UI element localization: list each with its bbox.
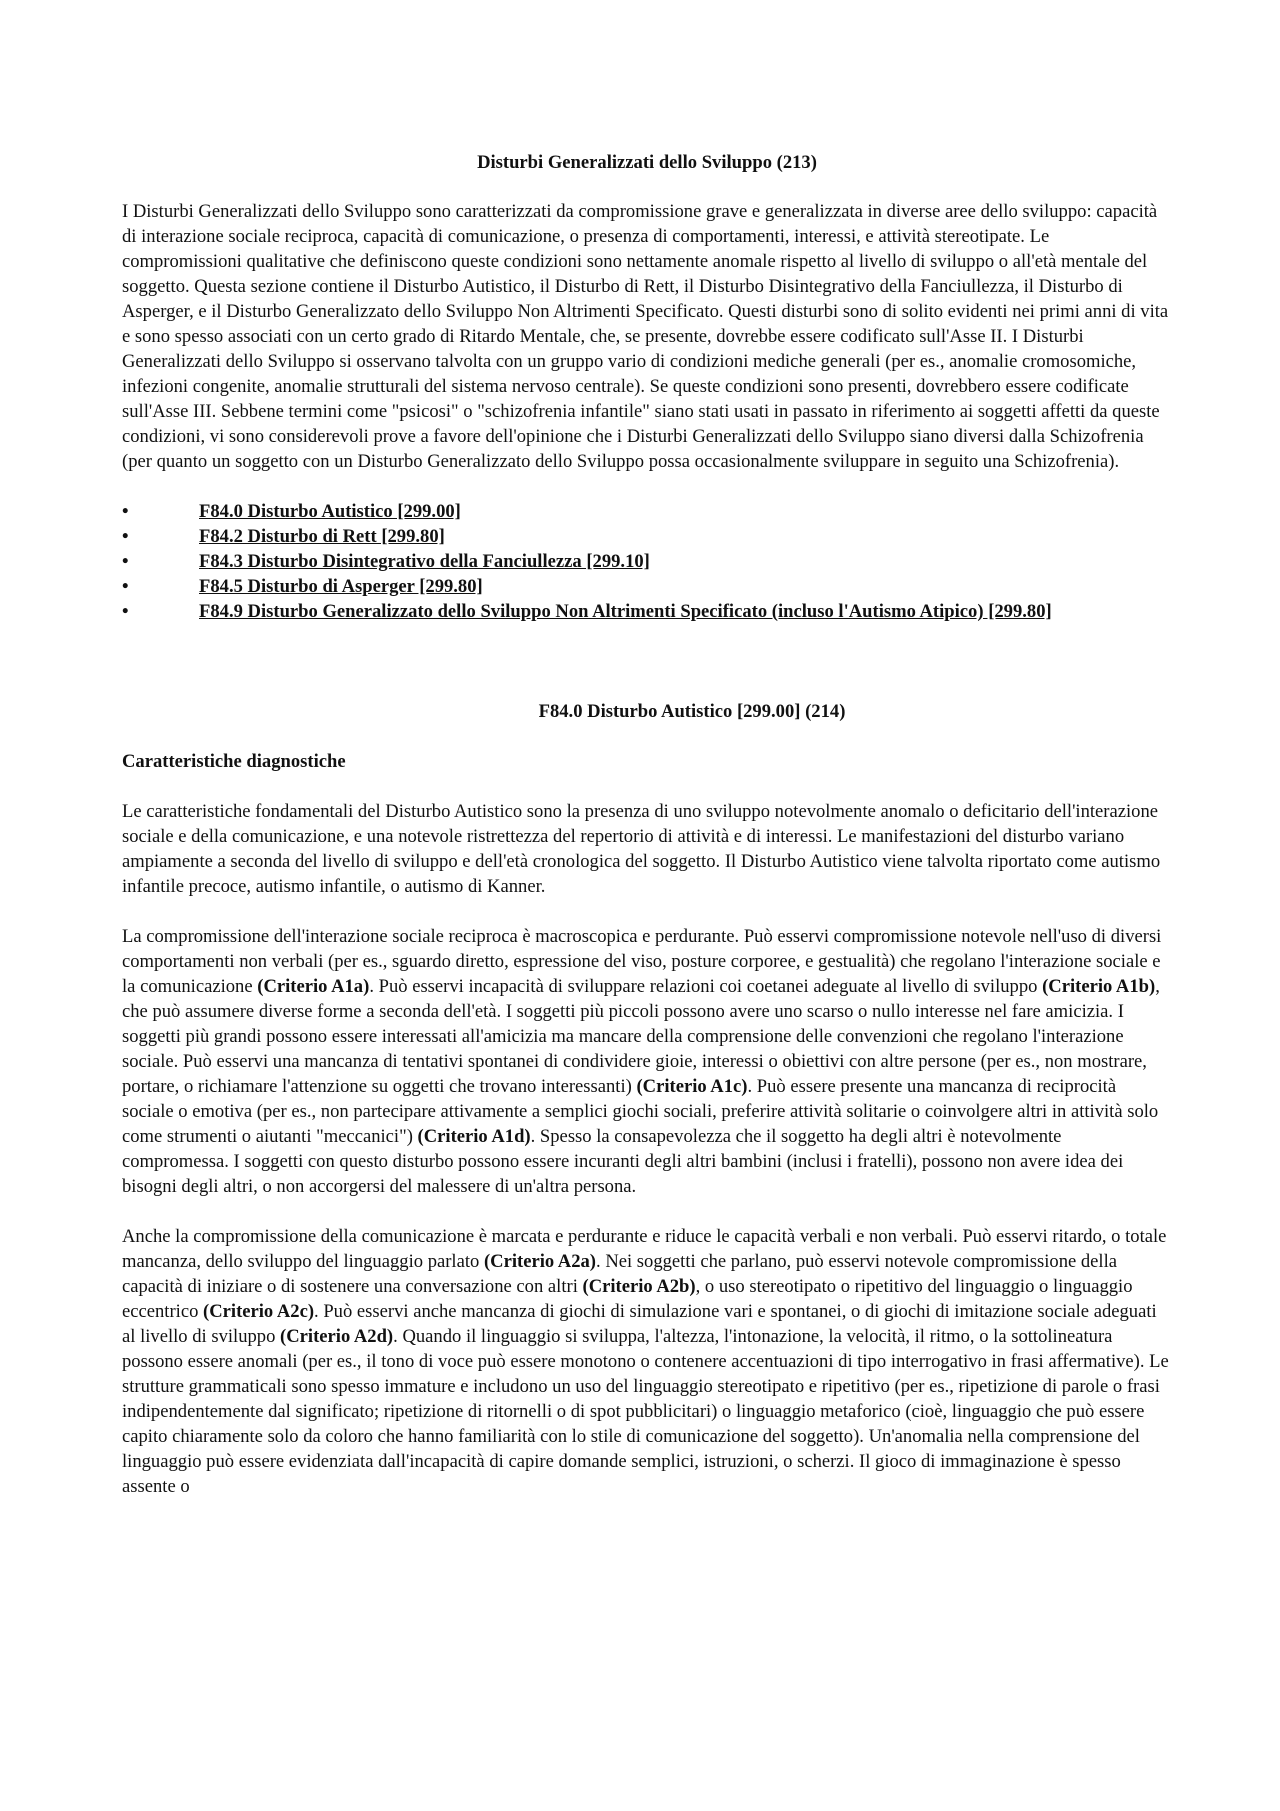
criterion-a2a: (Criterio A2a) (483, 1251, 597, 1272)
document-page (122, 150, 1172, 1499)
criterion-a1c: (Criterio A1c) (636, 1076, 748, 1097)
criterion-a2d: (Criterio A2d) (280, 1326, 394, 1347)
intro-paragraph: I Disturbi Generalizzati dello Sviluppo sono caratterizzati da compromissione grave e generalizzata in diverse aree dello sviluppo: capacità di interazione sociale reciproca, capacità di comunicazione, o presenza di comportamenti, interessi, e attività stereotipate. Le compromissioni qualitative che definiscono queste condizioni sono nettamente anomale rispetto al livello di sviluppo o all'età mentale del soggetto. Questa sezione contiene il Disturbo Autistico, il Disturbo di Rett, il Disturbo Disintegrativo della Fanciullezza, il Disturbo di Asperger, e il Disturbo Generalizzato dello Sviluppo Non Altrimenti Specificato. Questi disturbi sono di solito evidenti nei primi anni di vita e sono spesso associati con un certo grado di Ritardo Mentale, che, se presente, dovrebbe essere codificato sull'Asse II. I Disturbi Generalizzati dello Sviluppo si osservano talvolta con un gruppo vario di condizioni mediche generali (per es., anomalie cromosomiche, infezioni congenite, anomalie strutturali del sistema nervoso centrale). Se queste condizioni sono presenti, dovrebbero essere codificate sull'Asse III. Sebbene termini come "psicosi" o "schizofrenia infantile" siano stati usati in passato in riferimento ai soggetti affetti da queste condizioni, vi sono considerevoli prove a favore dell'opinione che i Disturbi Generalizzati dello Sviluppo siano diversi dalla Schizofrenia (per quanto un soggetto con un Disturbo Generalizzato dello Sviluppo possa occasionalmente sviluppare in seguito una Schizofrenia). (122, 201, 1169, 472)
toc-bullet: • (122, 601, 129, 622)
section-title: F84.0 Disturbo Autistico [299.00] (214) (538, 701, 846, 722)
criterion-a1b: (Criterio A1b) (1042, 976, 1156, 997)
toc-link-asperger[interactable]: • F84.5 Disturbo di Asperger [299.80] (122, 576, 483, 597)
paragraph-1: Le caratteristiche fondamentali del Disturbo Autistico sono la presenza di uno sviluppo notevolmente anomalo o deficitario dell'interazione sociale e della comunicazione, e una notevole ristrettezza del repertorio di attività e di interessi. Le manifestazioni del disturbo variano ampiamente a seconda del livello di sviluppo e dell'età cronologica del soggetto. Il Disturbo Autistico viene talvolta riportato come autismo infantile precoce, autismo infantile, o autismo di Kanner. (122, 801, 1161, 897)
table-of-contents (122, 499, 1172, 624)
toc-bullet: • (122, 526, 129, 547)
toc-link-autistico[interactable]: • F84.0 Disturbo Autistico [299.00] (122, 501, 461, 522)
document-title: Disturbi Generalizzati dello Sviluppo (213) (477, 152, 817, 173)
paragraph-3: Anche la compromissione della comunicazione è marcata e perdurante e riduce le capacità verbali e non verbali. Può esservi ritardo, o totale mancanza, dello sviluppo del linguaggio parlato (Criterio A2a). Nei soggetti che parlano, può esservi notevole compromissione della capacità di iniziare o di sostenere una conversazione con altri (Criterio A2b), o uso stereotipato o ripetitivo del linguaggio o linguaggio eccentrico (Criterio A2c). Può esservi anche mancanza di giochi di simulazione vari e spontanei, o di giochi di imitazione sociale adeguati al livello di sviluppo (Criterio A2d). Quando il linguaggio si sviluppa, l'altezza, l'intonazione, la velocità, il ritmo, o la sottolineatura possono essere anomali (per es., il tono di voce può essere monotono o contenere accentuazioni di tipo interrogativo in frasi affermative). Le strutture grammaticali sono spesso immature e includono un uso del linguaggio stereotipato e ripetitivo (per es., ripetizione di parole o frasi indipendentemente dal significato; ripetizione di ritornelli o di spot pubblicitari) o linguaggio metaforico (cioè, linguaggio che può essere capito chiaramente solo da coloro che hanno familiarità con lo stile di comunicazione del soggetto). Un'anomalia nella comprensione del linguaggio può essere evidenziata dall'incapacità di capire domande semplici, istruzioni, o scherzi. Il gioco di immaginazione è spesso assente o (122, 1226, 1169, 1497)
subheading: Caratteristiche diagnostiche (122, 751, 346, 772)
toc-link-rett[interactable]: • F84.2 Disturbo di Rett [299.80] (122, 526, 445, 547)
criterion-a1a: (Criterio A1a) (257, 976, 370, 997)
toc-bullet: • (122, 576, 129, 597)
criterion-a1d: (Criterio A1d) (417, 1126, 531, 1147)
toc-link-disintegrativo[interactable]: • F84.3 Disturbo Disintegrativo della Fanciullezza [299.10] (122, 551, 650, 572)
criterion-a2b: (Criterio A2b) (582, 1276, 696, 1297)
paragraph-2: La compromissione dell'interazione sociale reciproca è macroscopica e perdurante. Può esservi compromissione notevole nell'uso di diversi comportamenti non verbali (per es., sguardo diretto, espressione del viso, posture corporee, e gestualità) che regolano l'interazione sociale e la comunicazione (Criterio A1a). Può esservi incapacità di sviluppare relazioni coi coetanei adeguate al livello di sviluppo (Criterio A1b), che può assumere diverse forme a seconda dell'età. I soggetti più piccoli possono avere uno scarso o nullo interesse nel fare amicizia. I soggetti più grandi possono essere interessati all'amicizia ma mancare della comprensione delle convenzioni che regolano l'interazione sociale. Può esservi una mancanza di tentativi spontanei di condividere gioie, interessi o obiettivi con altre persone (per es., non mostrare, portare, o richiamare l'attenzione su oggetti che trovano interessanti) (Criterio A1c). Può essere presente una mancanza di reciprocità sociale o emotiva (per es., non partecipare attivamente a semplici giochi sociali, preferire attività solitarie o coinvolgere altri in attività solo come strumenti o aiutanti "meccanici") (Criterio A1d). Spesso la consapevolezza che il soggetto ha degli altri è notevolmente compromessa. I soggetti con questo disturbo possono essere incuranti degli altri bambini (inclusi i fratelli), possono non avere idea dei bisogni degli altri, o non accorgersi del malessere di un'altra persona. (122, 926, 1162, 1197)
toc-bullet: • (122, 501, 129, 522)
toc-bullet: • (122, 551, 129, 572)
criterion-a2c: (Criterio A2c) (203, 1301, 315, 1322)
toc-link-nas[interactable]: • F84.9 Disturbo Generalizzato dello Sviluppo Non Altrimenti Specificato (incluso l'Autismo Atipico) [299.80] (122, 601, 1052, 622)
